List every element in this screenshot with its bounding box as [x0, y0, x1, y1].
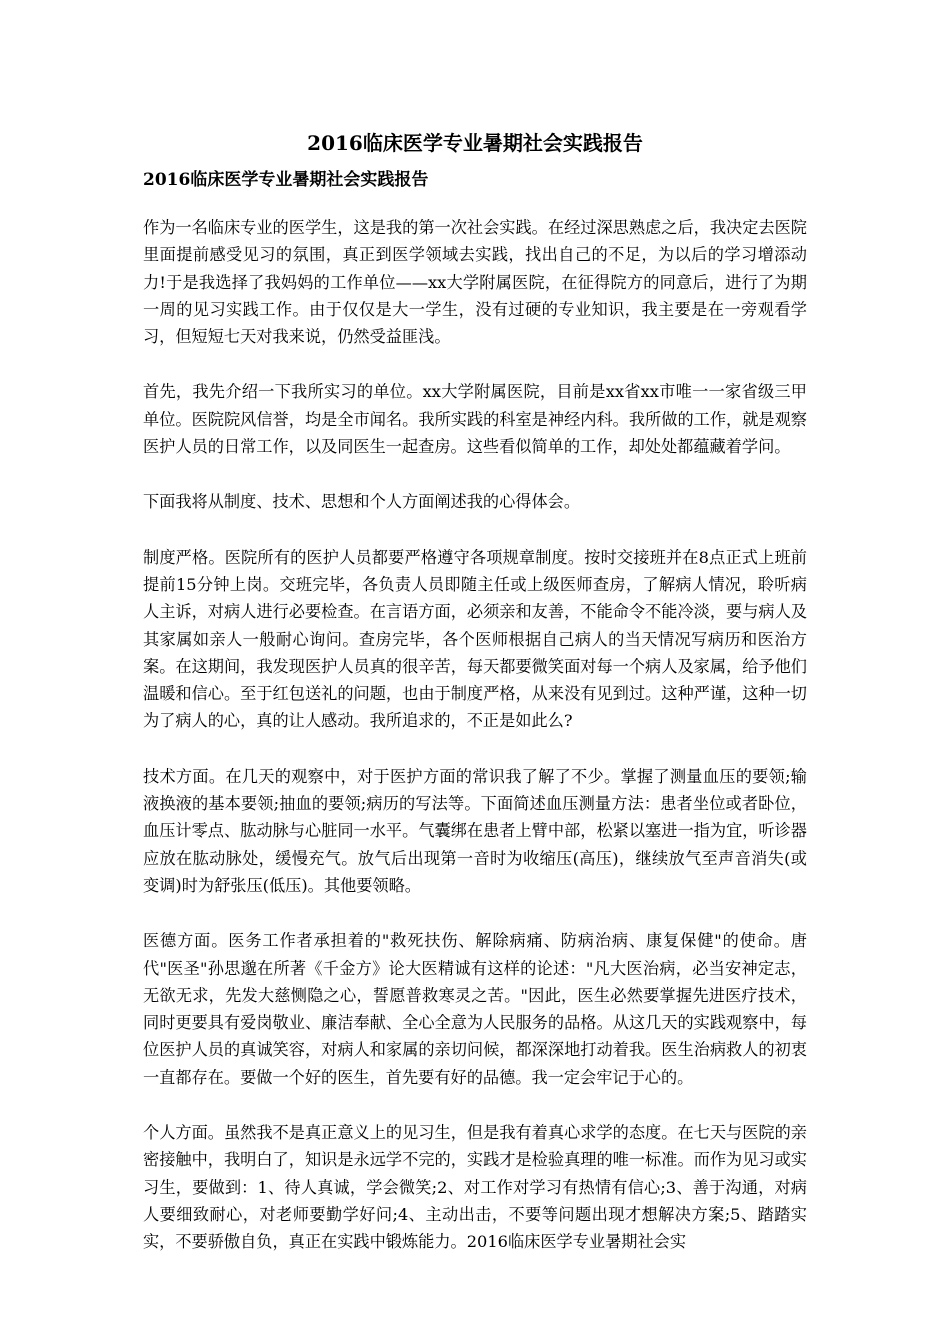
paragraph-personal: 个人方面。虽然我不是真正意义上的见习生，但是我有着真心求学的态度。在七天与医院的亲密接触中，我明白了，知识是永远学不完的，实践才是检验真理的唯一标准。而作为见习或实习生，要做到：1、待人真诚，学会微笑;2、对工作对学习有热情有信心;3、善于沟通，对病人要细致耐心，对老师要勤学好问;4、主动出击，不要等问题出现才想解决方案;5、踏踏实实，不要骄傲自负，真正在实践中锻炼能力。2016临床医学专业暑期社会实	[143, 1123, 807, 1252]
paragraph-system: 制度严格。医院所有的医护人员都要严格遵守各项规章制度。按时交接班并在8点正式上班前提前15分钟上岗。交班完毕，各负责人员即随主任或上级医师查房，了解病人情况，聆听病人主诉，对病人进行必要检查。在言语方面，必须亲和友善，不能命令不能冷淡，要与病人及其家属如亲人一般耐心询问。查房完毕，各个医师根据自己病人的当天情况写病历和医治方案。在这期间，我发现医护人员真的很辛苦，每天都要微笑面对每一个病人及家属，给予他们温暖和信心。至于红包送礼的问题，也由于制度严格，从来没有见到过。这种严谨，这种一切为了病人的心，真的让人感动。我所追求的，不正是如此么?	[143, 547, 807, 731]
paragraph-intro: 作为一名临床专业的医学生，这是我的第一次社会实践。在经过深思熟虑之后，我决定去医院里面提前感受见习的氛围，真正到医学领域去实践，找出自己的不足，为以后的学习增添动力!于是我选择了我妈妈的工作单位——xx大学附属医院，在征得院方的同意后，进行了为期一周的见习实践工作。由于仅仅是大一学生，没有过硬的专业知识，我主要是在一旁观看学习，但短短七天对我来说，仍然受益匪浅。	[143, 218, 807, 347]
paragraph-overview: 下面我将从制度、技术、思想和个人方面阐述我的心得体会。	[143, 492, 581, 512]
paragraph-technique: 技术方面。在几天的观察中，对于医护方面的常识我了解了不少。掌握了测量血压的要领;输液换液的基本要领;抽血的要领;病历的写法等。下面简述血压测量方法：患者坐位或者卧位，血压计零点、肱动脉与心脏同一水平。气囊绑在患者上臂中部，松紧以塞进一指为宜，听诊器应放在肱动脉处，缓慢充气。放气后出现第一音时为收缩压(高压)，继续放气至声音消失(或变调)时为舒张压(低压)。其他要领略。	[143, 766, 807, 895]
paragraph-ethics: 医德方面。医务工作者承担着的"救死扶伤、解除病痛、防病治病、康复保健"的使命。唐代"医圣"孙思邈在所著《千金方》论大医精诚有这样的论述："凡大医治病，必当安神定志，无欲无求，先发大慈恻隐之心，誓愿普救寒灵之苦。"因此，医生必然要掌握先进医疗技术，同时更要具有爱岗敬业、廉洁奉献、全心全意为人民服务的品格。从这几天的实践观察中，每位医护人员的真诚笑容，对病人和家属的亲切问候，都深深地打动着我。医生治病救人的初衷一直都存在。要做一个好的医生，首先要有好的品德。我一定会牢记于心的。	[143, 931, 807, 1087]
document-body	[143, 214, 807, 1284]
document-title: 2016临床医学专业暑期社会实践报告	[307, 131, 643, 155]
document-subtitle: 2016临床医学专业暑期社会实践报告	[143, 170, 429, 190]
paragraph-unit-introduction: 首先，我先介绍一下我所实习的单位。xx大学附属医院，目前是xx省xx市唯一一家省级三甲单位。医院院风信誉，均是全市闻名。我所实践的科室是神经内科。我所做的工作，就是观察医护人员的日常工作，以及同医生一起查房。这些看似简单的工作，却处处都蕴藏着学问。	[143, 382, 807, 457]
